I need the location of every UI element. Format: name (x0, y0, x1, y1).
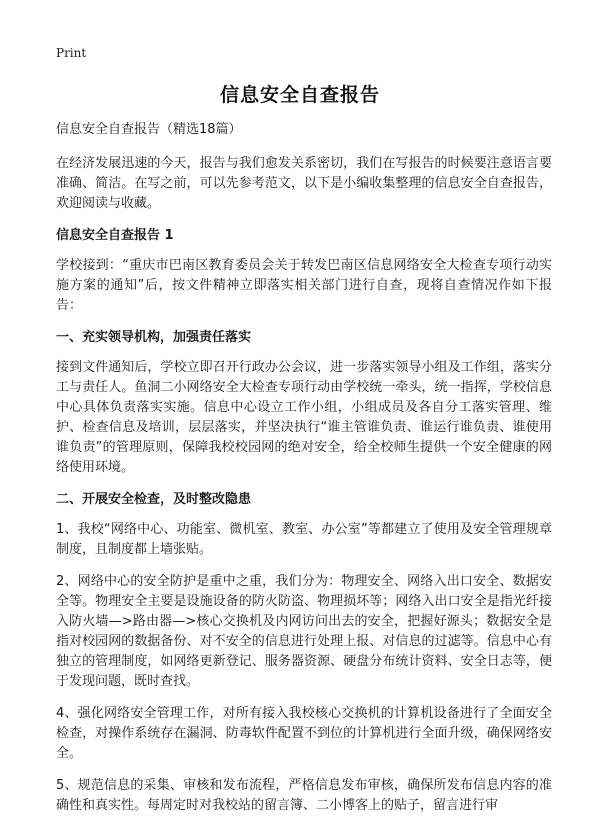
page-title: 信息安全自查报告 (219, 84, 380, 106)
section-heading: 一、充实领导机构，加强责任落实 (56, 330, 252, 345)
intro-paragraph: 在经济发展迅速的今天，报告与我们愈发关系密切，我们在写报告的时候要注意语言要准确、简洁。在写之前，可以先参考范文，以下是小编收集整理的信息安全自查报告，欢迎阅读与收藏。 (56, 156, 552, 211)
section-heading: 二、开展安全检查，及时整改隐患 (56, 492, 252, 507)
document-subtitle: 信息安全自查报告（精选18篇） (56, 122, 242, 137)
paragraph: 学校接到：“重庆市巴南区教育委员会关于转发巴南区信息网络安全大检查专项行动实施方案的通知”后，按文件精神立即落实相关部门进行自查，现将自查情况作如下报告： (56, 258, 552, 313)
document-body (56, 120, 552, 828)
print-label: Print (56, 46, 87, 60)
section-heading: 信息安全自查报告 1 (56, 228, 174, 243)
list-item: 1、我校“网络中心、功能室、微机室、教室、办公室”等都建立了使用及安全管理规章制度，且制度都上墙张贴。 (56, 522, 552, 557)
list-item: 2、网络中心的安全防护是重中之重，我们分为：物理安全、网络入出口安全、数据安全等。物理安全主要是设施设备的防火防盗、物理损坏等；网络入出口安全是指光纤接入防火墙—>路由器—>核心交换机及内网访问出去的安全，把握好源头；数据安全是指对校园网的数据备份、对不安全的信息进行处理上报、对信息的过滤等。信息中心有独立的管理制度，如网络更新登记、服务器资源、硬盘分布统计资料、安全日志等，便于发现问题，既时查找。 (56, 574, 552, 689)
paragraph: 接到文件通知后，学校立即召开行政办公会议，进一步落实领导小组及工作组，落实分工与责任人。鱼洞二小网络安全大检查专项行动由学校统一牵头，统一指挥，学校信息中心具体负责落实实施。信息中心设立工作小组，小组成员及各自分工落实管理、维护、检查信息及培训，层层落实，并坚决执行“谁主管谁负责、谁运行谁负责、谁使用谁负责”的管理原则，保障我校校园网的绝对安全，给全校师生提供一个安全健康的网络使用环境。 (56, 360, 552, 475)
list-item: 5、规范信息的采集、审核和发布流程，严格信息发布审核，确保所发布信息内容的准确性和真实性。每周定时对我校站的留言簿、二小博客上的贴子，留言进行审 (56, 778, 552, 813)
list-item: 4、强化网络安全管理工作，对所有接入我校核心交换机的计算机设备进行了全面安全检查，对操作系统存在漏洞、防毒软件配置不到位的计算机进行全面升级，确保网络安全。 (56, 706, 552, 761)
